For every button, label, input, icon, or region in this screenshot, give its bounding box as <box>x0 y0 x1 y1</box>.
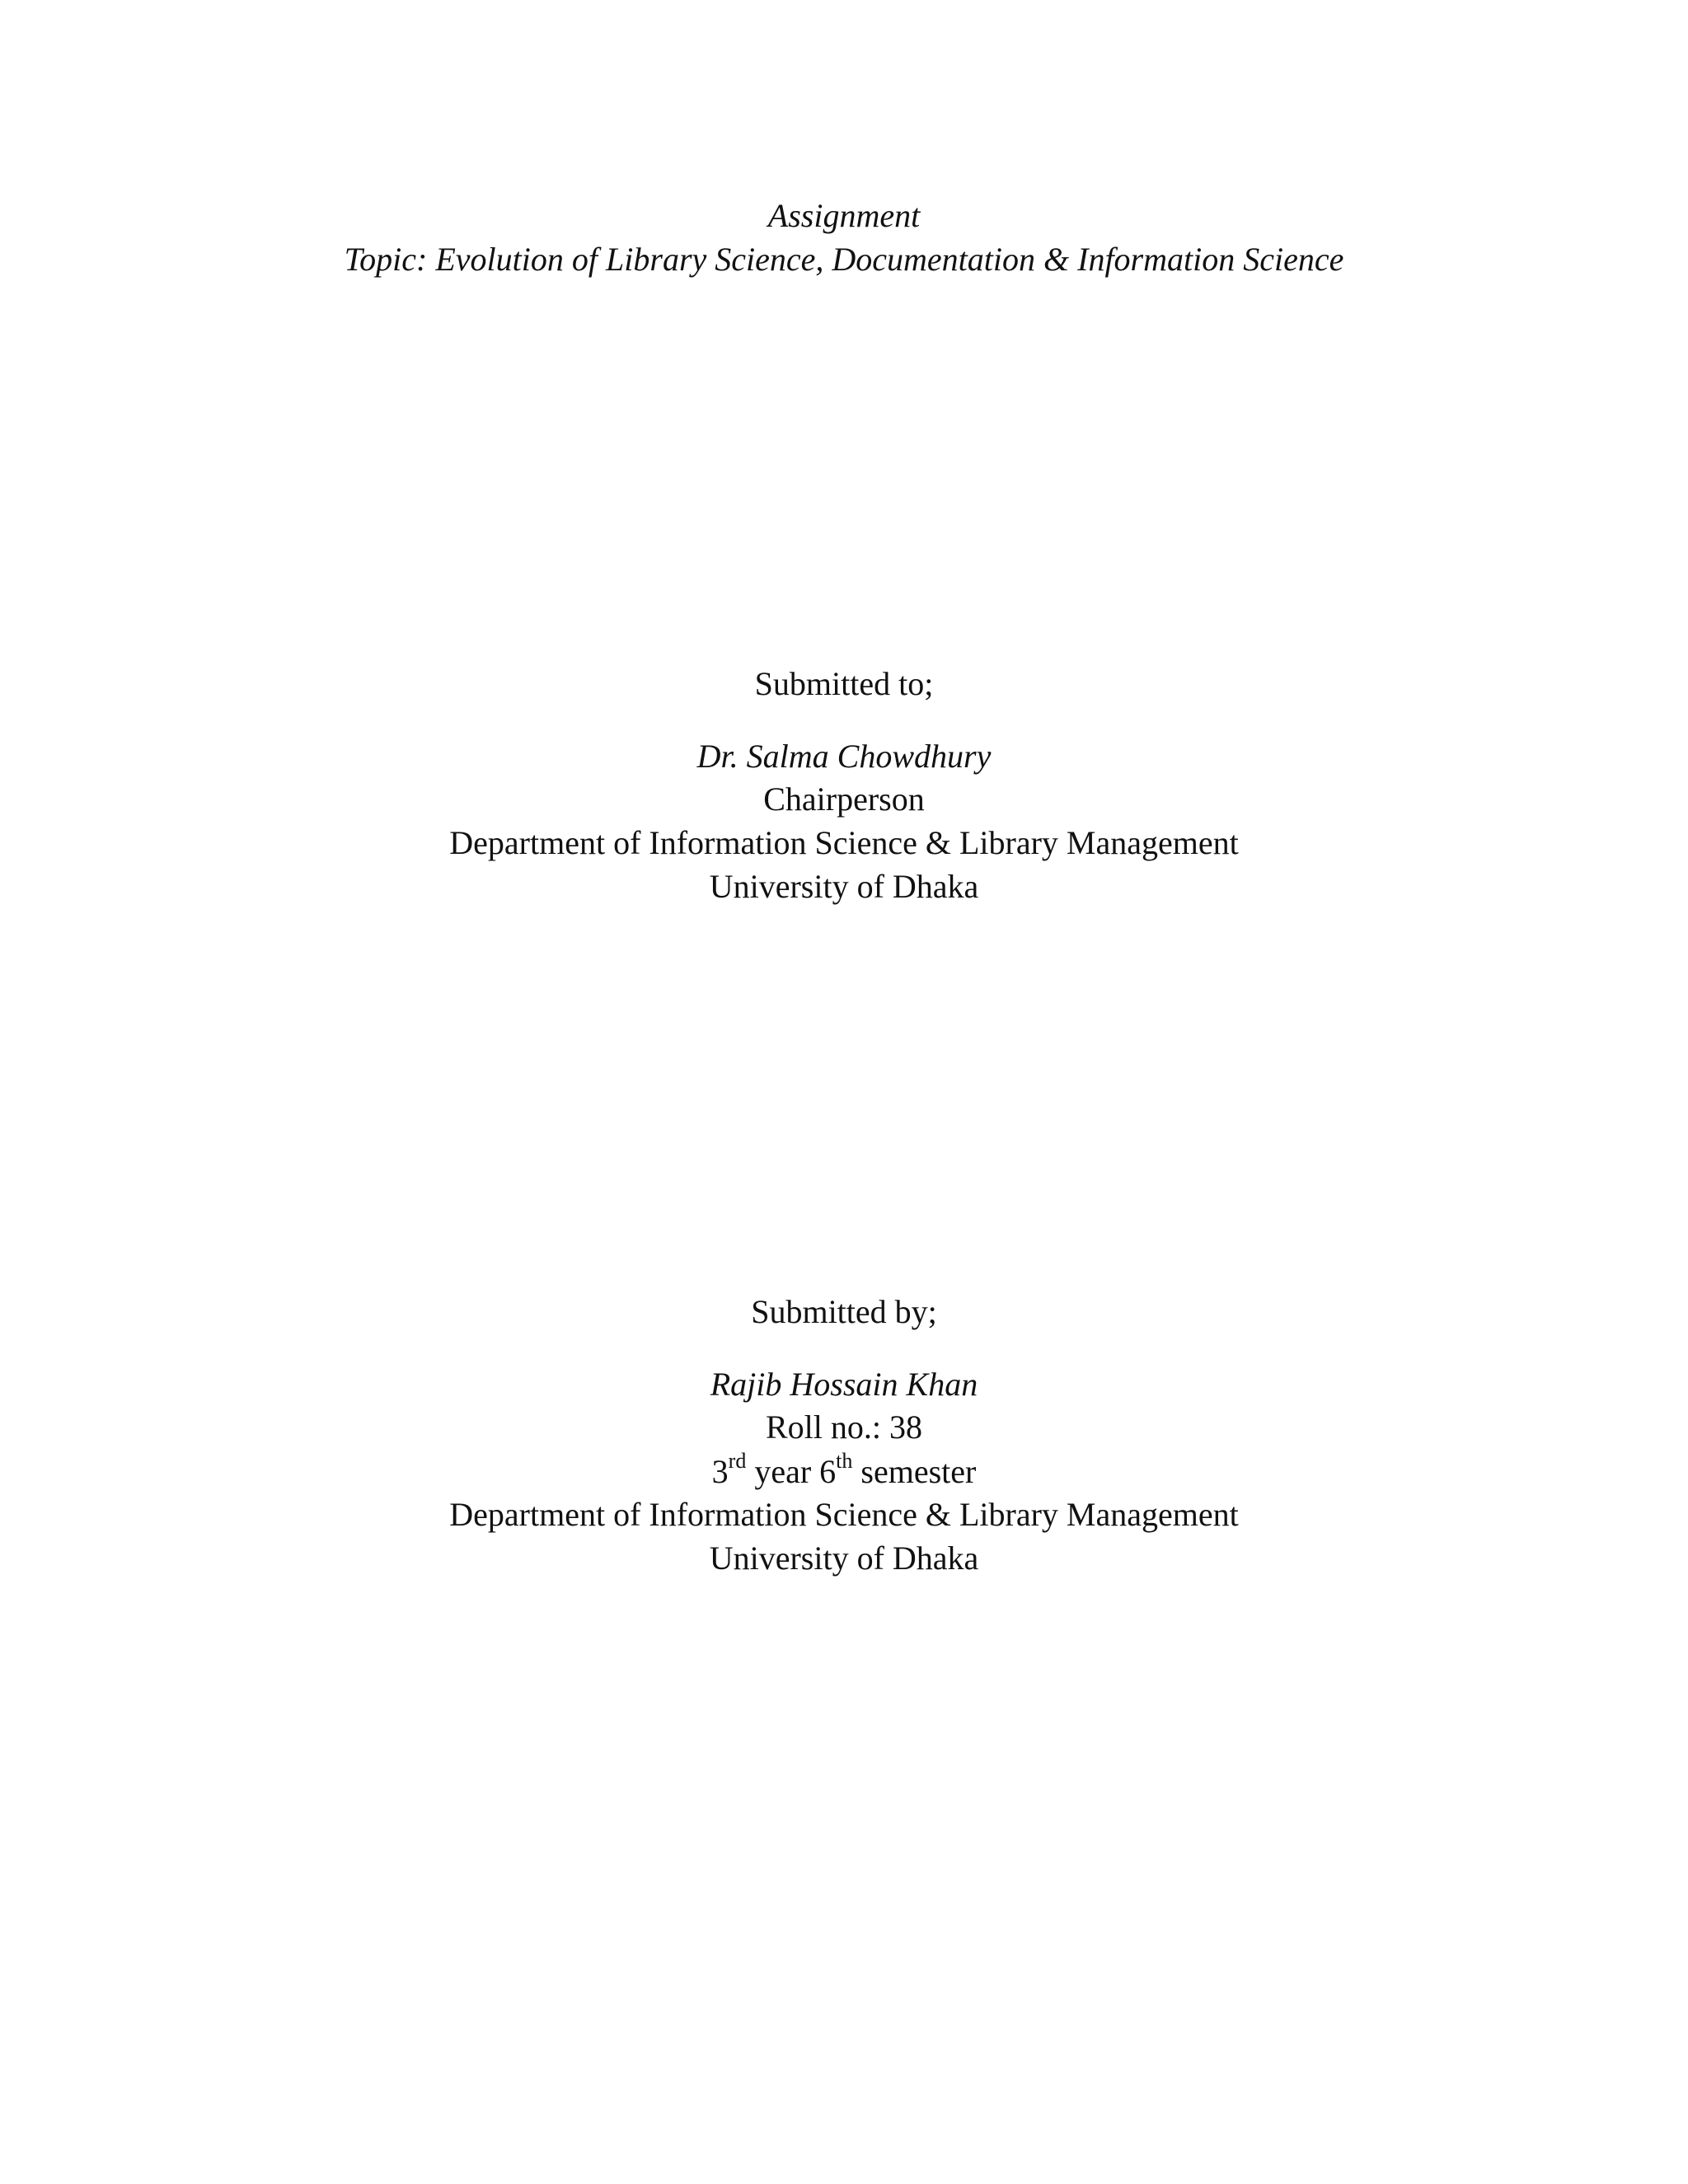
submitted-to-department: Department of Information Science & Library Management <box>449 824 1239 861</box>
submitted-by-name: Rajib Hossain Khan <box>710 1366 978 1403</box>
submitted-to-name: Dr. Salma Chowdhury <box>696 738 992 775</box>
assignment-topic: Topic: Evolution of Library Science, Documentation & Information Science <box>344 241 1344 278</box>
submitted-to-university: University of Dhaka <box>709 868 979 905</box>
year-ordinal-suffix: rd <box>728 1448 747 1473</box>
submitted-by-year-semester <box>0 1448 1688 1493</box>
submitted-to-heading: Submitted to; <box>754 665 934 702</box>
submitted-to-position: Chairperson <box>763 780 925 818</box>
submitted-by-department: Department of Information Science & Library Management <box>449 1496 1239 1533</box>
year-and-semester-number: year 6 <box>746 1453 837 1490</box>
semester-ordinal-suffix: th <box>836 1448 853 1473</box>
semester-label: semester <box>852 1453 977 1490</box>
year-number: 3 <box>711 1453 729 1490</box>
submitted-by-heading: Submitted by; <box>751 1293 937 1330</box>
assignment-title: Assignment <box>767 197 921 234</box>
submitted-by-university: University of Dhaka <box>709 1540 979 1577</box>
submitted-by-roll: Roll no.: 38 <box>765 1408 923 1446</box>
